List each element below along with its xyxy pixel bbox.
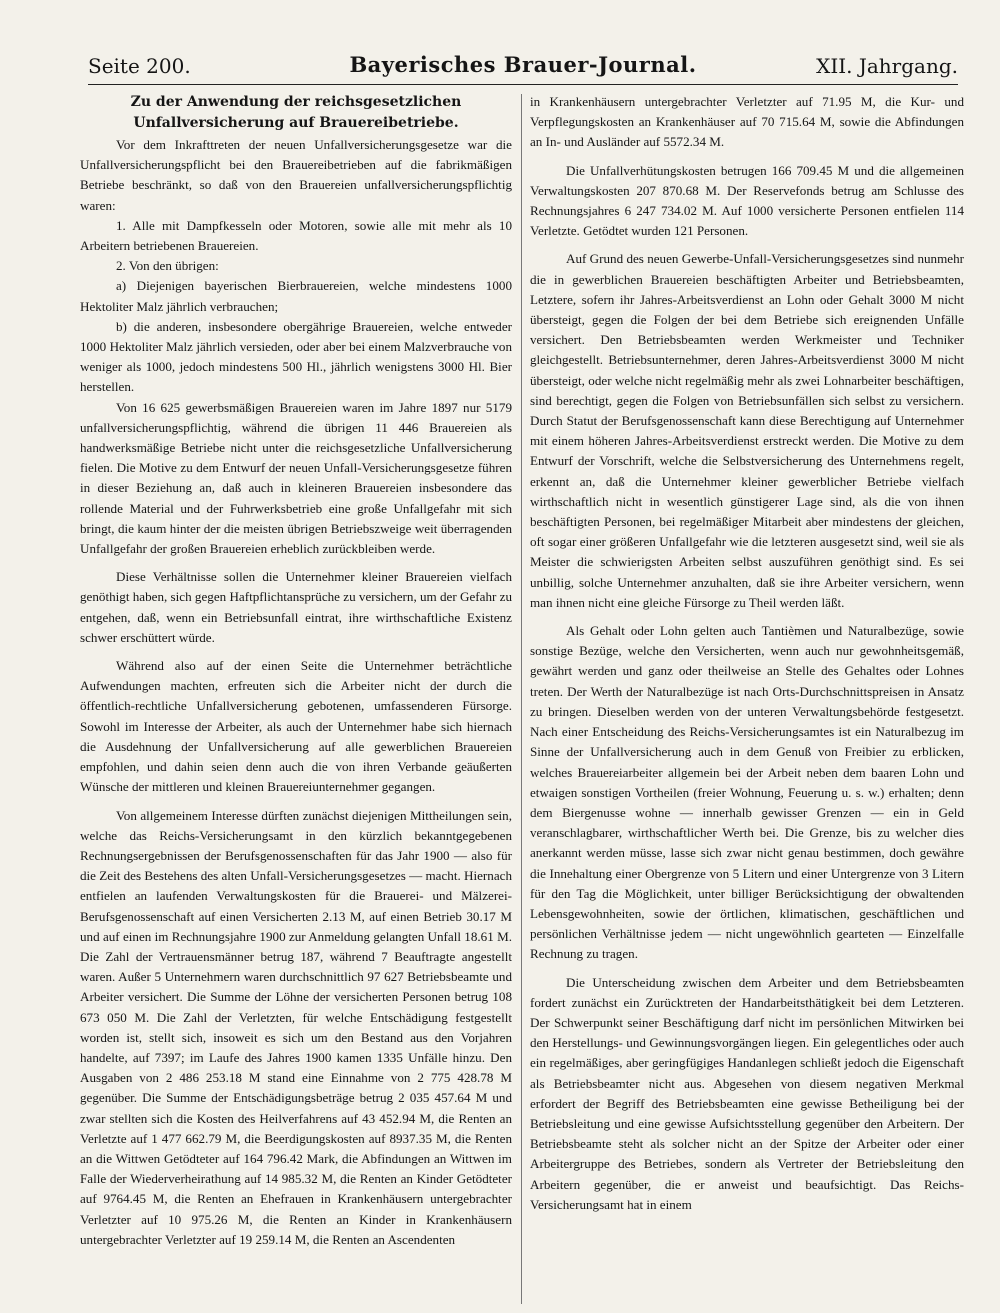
paragraph: Von allgemeinem Interesse dürften zunächst diejenigen Mittheilungen sein, welche das Reichs-Versicherungsamt in den kürzlich bekanntgegebenen Rechnungsergebnissen der Berufsgenossenschaften für das Jahr 1900 — also für die Zeit des Bestehens des alten Unfall-Versicherungsgesetzes — macht. Hiernach entfielen an laufenden Verwaltungskosten für die Brauerei- und Mälzerei-Berufsgenossenschaft auf einen Versicherten 2.13 M, auf einen Betrieb 30.17 M und auf einen im Rechnungsjahre 1900 zur Anmeldung gelangten Unfall 18.61 M. Die Zahl der Vertrauensmänner betrug 187, während 7 Beauftragte angestellt waren. Außer 5 Unternehmern waren durchschnittlich 97 627 Betriebsbeamte und Arbeiter versichert. Die Summe der Löhne der versicherten Personen betrug 108 673 050 M. Die Zahl der Verletzten, für welche Entschädigung festgestellt worden ist, stellt sich, insoweit es sich um den Bestand aus den Vorjahren handelte, auf 7397; im Laufe des Jahres 1900 kamen 1335 Unfälle hinzu. Den Ausgaben von 2 486 253.18 M stand eine Einnahme von 2 775 428.78 M gegenüber. Die Summe der Entschädigungsbeträge betrug 2 035 457.64 M und zwar stellten sich die Kosten des Heilverfahrens auf 43 452.94 M, die Renten an Verletzte auf 1 477 662.79 M, die Beerdigungskosten auf 8937.35 M, die Renten an die Wittwen Getödteter auf 164 796.42 Mark, die Abfindungen an Wittwen im Falle der Wiederverheirathung auf 14 985.32 M, die Renten an Kinder Getödteter auf 9764.45 M, die Renten an Ehefrauen in Krankenhäusern untergebrachter Verletzter auf 10 975.26 M, die Renten an Kinder in Krankenhäusern untergebrachter Verletzter auf 19 259.14 M, die Renten an Ascendenten: [80, 807, 512, 1247]
paragraph: Auf Grund des neuen Gewerbe-Unfall-Versicherungsgesetzes sind nunmehr die in gewerblichen Brauereien beschäftigten Arbeiter und Betriebsbeamten, Letztere, sofern ihr Jahres-Arbeitsverdienst an Lohn oder Gehalt 3000 M nicht übersteigt, gegen die Folgen der bei dem Betriebe sich ereignenden Unfälle versichert. Den Betriebsbeamten werden Werkmeister und Techniker gleichgestellt. Betriebsunternehmer, deren Jahres-Arbeitsverdienst 3000 M nicht übersteigt, oder welche nicht regelmäßig mehr als zwei Lohnarbeiter beschäftigen, sind berechtigt, gegen die Folgen von Betriebsunfällen sich selbst zu versichern. Durch Statut der Berufsgenossenschaft kann diese Berechtigung auf Unternehmer mit einem höheren Jahres-Arbeitsverdienst erstreckt werden. Die Motive zu dem Entwurf der Vorschrift, welche die Selbstversicherung des Unternehmens regelt, erkennt an, daß die Unternehmer kleiner gewerblicher Betriebe vielfach wirthschaftlich nicht in wesentlich günstigerer Lage sind, als die von ihnen beschäftigten Personen, bei regelmäßiger Mitarbeit aber mindestens der gleichen, oft sogar einer größeren Unfallgefahr wie die letzteren ausgesetzt sind, weil sie als Meister die schwierigsten Arbeiten selbst auszuführen genöthigt sind. Es sei unbillig, solche Unternehmer anzuhalten, daß sie ihre Arbeiter versichern, wenn man ihnen nicht eine gleiche Fürsorge zu Theil werden läßt.: [530, 251, 964, 610]
paragraph: Als Gehalt oder Lohn gelten auch Tantièmen und Naturalbezüge, sowie sonstige Bezüge, welche den Versicherten, wenn auch nur gewohnheitsgemäß, gewährt werden und ganz oder theilweise an Stelle des Gehaltes oder Lohnes treten. Der Werth der Naturalbezüge ist nach Orts-Durchschnittspreisen in Ansatz zu bringen. Dieselben werden von der unteren Verwaltungsbehörde festgesetzt. Nach einer Entscheidung des Reichs-Versicherungsamtes ist ein Naturalbezug im Sinne der Unfallversicherung auch in dem Genuß von Freibier zu erblicken, welches Brauereiarbeiter allgemein bei der Arbeit neben dem baaren Lohn und etwaigen sonstigen Vortheilen (freier Wohnung, Feuerung u. s. w.) erhalten; denn dem Biergenusse wohne — innerhalb gewisser Grenzen — ein in Geld veranschlagbarer, wirthschaftlicher Werth bei. Die Grenze, bis zu welcher dies anerkannt werden müsse, lasse sich zwar nicht genau bestimmen, doch gewähre die Innehaltung einer Obergrenze von 5 Litern und einer Untergrenze von 3 Litern für den Tag die Möglichkeit, unter billiger Berücksichtigung der obwaltenden Lebensgewohnheiten, sowie der örtlichen, klimatischen, geschäftlichen und persönlichen Verhältnisse jedem — nicht ungewöhnlich gearteten — Einzelfalle Rechnung zu tragen.: [530, 623, 964, 962]
list-item: b) die anderen, insbesondere obergährige Brauereien, welche entweder 1000 Hektoliter Malz jährlich versieden, oder aber bei einem Malzverbrauche von weniger als 1000, jedoch mindestens 500 Hl., jährlich wenigstens 3000 Hl. Bier herstellen.: [80, 318, 512, 395]
page-number: Seite 200.: [88, 54, 191, 78]
paragraph: Die Unfallverhütungskosten betrugen 166 709.45 M und die allgemeinen Verwaltungskosten 207 870.68 M. Der Reservefonds betrug am Schlusse des Rechnungsjahres 6 247 734.02 M. Auf 1000 versicherte Personen entfielen 114 Verletzte. Getödtet wurden 121 Personen.: [530, 162, 964, 239]
volume-label: XII. Jahrgang.: [816, 54, 958, 78]
paragraph: Diese Verhältnisse sollen die Unternehmer kleiner Brauereien vielfach genöthigt haben, sich gegen Haftpflichtansprüche zu versichern, um der Gefahr zu entgehen, daß, wenn ein Betriebsunfall eintrat, ihre wirthschaftliche Existenz schwer erschüttert würde.: [80, 569, 512, 645]
paragraph: Die Unterscheidung zwischen dem Arbeiter und dem Betriebsbeamten fordert zunächst ein Zurücktreten der Handarbeitsthätigkeit bei dem Letzteren. Der Schwerpunkt seiner Beschäftigung darf nicht im persönlichen Mitwirken bei den Herstellungs- und Gewinnungsvorgängen liegen. Ein gelegentliches oder auch ein regelmäßiges, aber geringfügiges Handanlegen schließt jedoch die Eigenschaft als Betriebsbeamter nicht aus. Abgesehen von diesem negativen Merkmal erfordert der Begriff des Betriebsbeamten eine gewisse Betheiligung bei der Betriebsleitung und eine gewisse Aufsichtsstellung gegenüber den Arbeitern. Der Betriebsbeamte steht als solcher nicht an der Spitze der Arbeiter oder einer Arbeitergruppe des Betriebes, sondern als Vertreter der Betriebsleitung den Arbeitern gegenüber, die er anweist und beaufsichtigt. Das Reichs-Versicherungsamt hat in einem: [530, 974, 964, 1212]
paragraph: Vor dem Inkrafttreten der neuen Unfallversicherungsgesetze war die Unfallversicherungspflicht bei den Brauereibetrieben auf die fabrikmäßigen Betriebe beschränkt, so daß von den Brauereien unfallversicherungspflichtig waren:: [80, 137, 512, 213]
column-divider: [521, 94, 522, 1304]
left-column: [80, 92, 512, 1304]
list-item: 1. Alle mit Dampfkesseln oder Motoren, sowie alle mit mehr als 10 Arbeitern betriebenen Brauereien.: [80, 217, 512, 254]
journal-title: Bayerisches Brauer-Journal.: [349, 52, 697, 77]
right-column: [530, 92, 964, 1304]
article-title: Zu der Anwendung der reichsgesetzlichen Unfallversicherung auf Brauereibetriebe.: [130, 94, 462, 131]
paragraph: Während also auf der einen Seite die Unternehmer beträchtliche Aufwendungen machten, erfreuten sich die Arbeiter nicht der durch die öffentlich-rechtliche Unfallversicherung gebotenen, umfassenderen Fürsorge. Sowohl im Interesse der Arbeiter, als auch der Unternehmer habe sich hiernach die Ausdehnung der Unfallversicherung auf alle gewerblichen Brauereien empfohlen, und dahin seien denn auch die von ihren Verbande geäußerten Wünsche der mittleren und kleinen Brauereiunternehmer gegangen.: [80, 658, 512, 795]
list-item: 2. Von den übrigen:: [116, 258, 219, 274]
list-item: a) Diejenigen bayerischen Bierbrauereien, welche mindestens 1000 Hektoliter Malz jährlich verbrauchen;: [80, 278, 512, 314]
paragraph: Von 16 625 gewerbsmäßigen Brauereien waren im Jahre 1897 nur 5179 unfallversicherungspflichtig, während die übrigen 11 446 Brauereien als handwerksmäßige Betriebe nicht unter die reichsgesetzliche Unfallversicherung fielen. Die Motive zu dem Entwurf der neuen Unfall-Versicherungsgesetze führen in dieser Beziehung an, daß auch in kleineren Brauereien insbesondere das rollende Material und der Fuhrwerksbetrieb eine große Unfallgefahr mit sich bringt, die kaum hinter der die meisten übrigen Betriebszweige weit überragenden Unfallgefahr der großen Brauereien erheblich zurückbleiben werde.: [80, 399, 512, 557]
paragraph: in Krankenhäusern untergebrachter Verletzter auf 71.95 M, die Kur- und Verpflegungskosten an Krankenhäuser auf 70 715.64 M, sowie die Abfindungen an In- und Ausländer auf 5572.34 M.: [530, 94, 964, 150]
page-header: [88, 50, 958, 85]
